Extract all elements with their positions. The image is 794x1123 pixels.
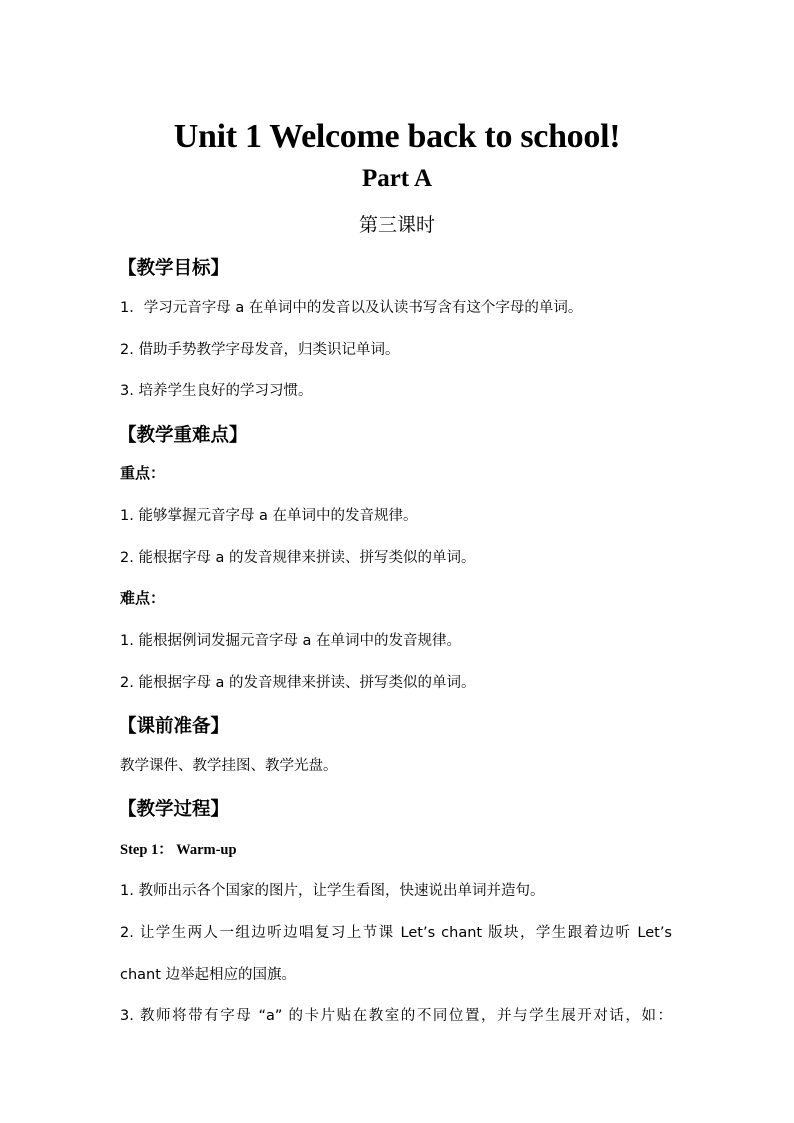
objective-item: 2. 借助手势教学字母发音，归类识记单词。 xyxy=(120,342,400,358)
lesson-label: 第三课时 xyxy=(358,214,435,236)
process-item: 1. 教师出示各个国家的图片，让学生看图，快速说出单词并造句。 xyxy=(120,883,545,899)
key-item: 2. 能根据字母 a 的发音规律来拼读、拼写类似的单词。 xyxy=(120,550,476,566)
key-item: 1. 能够掌握元音字母 a 在单词中的发音规律。 xyxy=(120,508,418,524)
process-item: 2. 让学生两人一组边听边唱复习上节课 Let’s chant 版块，学生跟着边听 Let’s xyxy=(120,925,672,941)
process-heading: 【教学过程】 xyxy=(118,799,230,820)
difficult-item: 2. 能根据字母 a 的发音规律来拼读、拼写类似的单词。 xyxy=(120,675,476,691)
objective-item: 1．学习元音字母 a 在单词中的发音以及认读书写含有这个字母的单词。 xyxy=(120,300,583,316)
document-subtitle: Part A xyxy=(361,165,433,192)
objectives-heading: 【教学目标】 xyxy=(118,258,230,279)
difficult-item: 1. 能根据例词发掘元音字母 a 在单词中的发音规律。 xyxy=(120,633,462,649)
preparation-heading: 【课前准备】 xyxy=(118,716,230,737)
objective-item: 3. 培养学生良好的学习习惯。 xyxy=(120,383,313,399)
difficult-label: 难点： xyxy=(120,589,166,607)
key-label: 重点： xyxy=(120,464,166,482)
process-item-continued: chant 边举起相应的国旗。 xyxy=(120,967,297,983)
process-item: 3. 教师将带有字母 “a” 的卡片贴在教室的不同位置，并与学生展开对话，如： xyxy=(120,1008,672,1024)
step1-label: Step 1： Warm-up xyxy=(120,842,237,858)
key-points-heading: 【教学重难点】 xyxy=(118,425,248,446)
document-title: Unit 1 Welcome back to school! xyxy=(173,118,621,155)
preparation-text: 教学课件、教学挂图、教学光盘。 xyxy=(120,758,338,774)
